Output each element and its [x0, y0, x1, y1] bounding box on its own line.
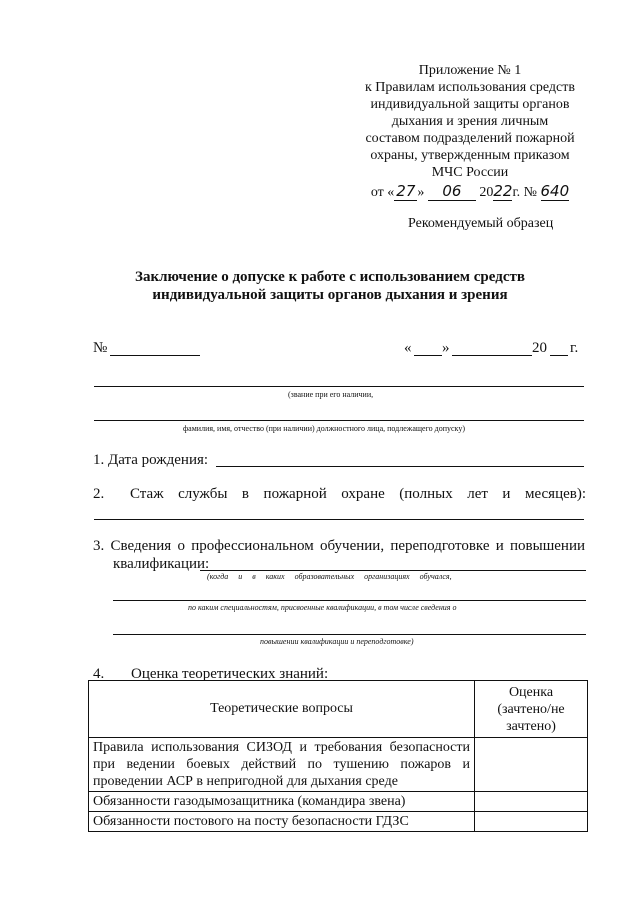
education-hint-1: (когда и в каких образовательных организациях обучался, — [207, 572, 452, 581]
order-date — [350, 183, 590, 201]
order-month: 06 — [428, 183, 476, 201]
document-title — [90, 268, 570, 304]
date-prefix: от « — [370, 185, 395, 200]
recommended-sample: Рекомендуемый образец — [408, 216, 554, 231]
education-hint-3: повышении квалификации и переподготовке) — [260, 637, 414, 646]
header-grade-line: зачтено) — [506, 718, 556, 734]
table-row — [89, 792, 588, 812]
theory-label: Оценка теоретических знаний: — [131, 666, 329, 682]
rank-field[interactable] — [94, 386, 584, 387]
header-grade — [475, 681, 588, 738]
day-field[interactable] — [414, 355, 442, 356]
education-field-2[interactable] — [113, 600, 586, 601]
table-row — [89, 738, 588, 792]
header-grade-line: (зачтено/не — [497, 701, 565, 717]
question-cell: Правила использования СИЗОД и требования безопасности при ведении боевых действий по тушению пожаров и проведении АСР в непригодной для дыхания среде — [89, 738, 475, 792]
education-field-3[interactable] — [113, 634, 586, 635]
grade-cell[interactable] — [475, 812, 588, 832]
appendix-line: Приложение № 1 — [418, 63, 522, 78]
title-line: Заключение о допуске к работе с использованием средств — [135, 269, 525, 285]
service-label: Стаж службы в пожарной охране (полных лет и месяцев): — [130, 486, 586, 502]
service-field[interactable] — [94, 519, 584, 520]
question-cell: Обязанности газодымозащитника (командира звена) — [89, 792, 475, 812]
theory-number: 4. — [93, 666, 105, 682]
number-label: № — [93, 340, 108, 356]
appendix-block — [350, 62, 590, 201]
appendix-line: индивидуальной защиты органов — [370, 97, 570, 112]
date-open: « — [404, 340, 412, 356]
rank-caption: (звание при его наличии, — [288, 390, 374, 399]
title-line: индивидуальной защиты органов дыхания и зрения — [152, 287, 508, 303]
question-cell: Обязанности постового на посту безопасности ГДЗС — [89, 812, 475, 832]
education-hint-2: по каким специальностям, присвоенные квалификации, в том числе сведения о — [188, 603, 457, 612]
service-number: 2. — [93, 486, 105, 502]
name-field[interactable] — [94, 420, 584, 421]
table-row — [89, 812, 588, 832]
theory-table — [88, 680, 588, 832]
year-prefix: 20 — [479, 185, 494, 200]
education-label: 3. Сведения о профессиональном обучении, переподготовке и повышении — [93, 538, 585, 554]
grade-cell[interactable] — [475, 738, 588, 792]
date-close: » — [442, 340, 450, 356]
year-suffix-label: г. — [570, 340, 579, 356]
grade-cell[interactable] — [475, 792, 588, 812]
birth-date-field[interactable] — [216, 466, 584, 467]
appendix-line: составом подразделений пожарной — [365, 131, 575, 146]
name-caption: фамилия, имя, отчество (при наличии) должностного лица, подлежащего допуску) — [183, 424, 465, 433]
order-day: 27 — [396, 182, 416, 200]
header-grade-line: Оценка — [508, 684, 554, 700]
header-questions: Теоретические вопросы — [89, 681, 475, 738]
year-prefix-label: 20 — [532, 340, 547, 356]
month-field[interactable] — [452, 355, 532, 356]
number-field[interactable] — [110, 355, 200, 356]
education-label-cont: квалификации: — [113, 556, 210, 572]
order-year: 22 — [493, 182, 513, 200]
appendix-line: МЧС России — [431, 165, 509, 180]
appendix-line: дыхания и зрения личным — [391, 114, 549, 129]
appendix-line: к Правилам использования средств — [365, 80, 575, 95]
table-header-row — [89, 681, 588, 738]
date-mid: » — [417, 185, 425, 200]
education-field-1[interactable] — [200, 570, 586, 571]
appendix-line: охраны, утвержденным приказом — [370, 148, 570, 163]
year-field[interactable] — [550, 355, 568, 356]
order-number: 640 — [540, 182, 570, 200]
number-prefix: г. № — [512, 185, 537, 200]
birth-date-label: 1. Дата рождения: — [93, 452, 209, 468]
